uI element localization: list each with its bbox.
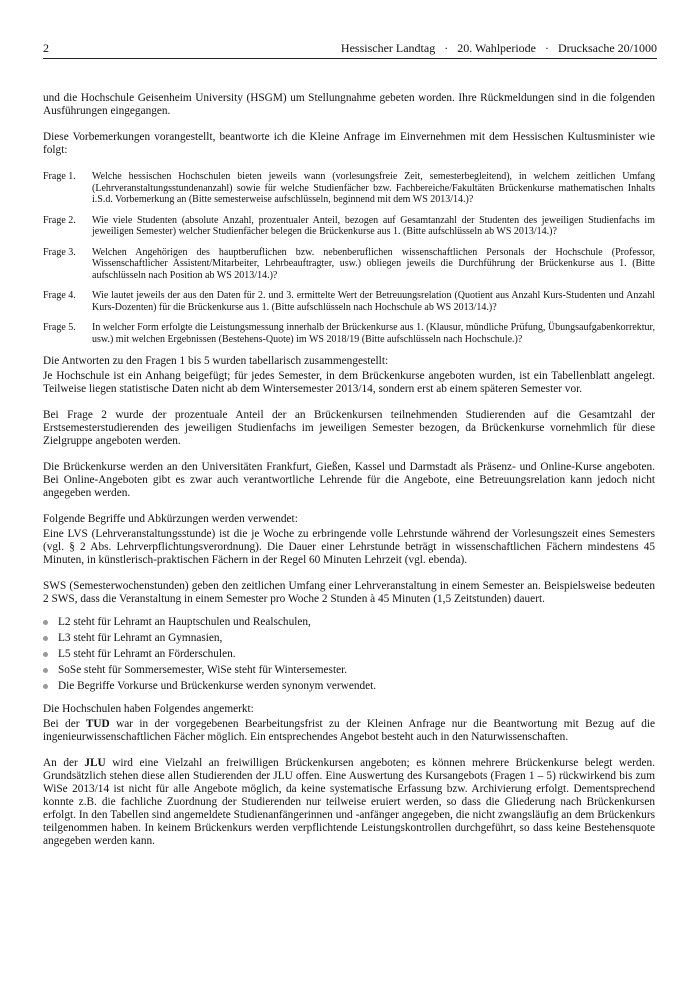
question-label: Frage 4.: [43, 290, 76, 301]
intro-paragraph: und die Hochschule Geisenheim University (HSGM) um Stellungnahme gebeten worden. Ihre Rückmeldungen sind in die folgenden Ausführungen eingegangen.: [43, 92, 655, 117]
question-label: Frage 5.: [43, 322, 76, 333]
question-text: Wie lautet jeweils der aus den Daten für 2. und 3. ermittelte Wert der Betreuungsrelation (Quotient aus Anzahl Kurs-Studenten und Anzahl Kurs-Dozenten) für die Brückenkurse aus 1. (Bitte aufschlüsseln nach Hochschule ab WS 2013/14.)?: [92, 290, 655, 313]
header-publisher: Hessischer Landtag: [340, 41, 436, 55]
tud-abbreviation: TUD: [85, 718, 110, 730]
bullet-icon: [43, 620, 48, 625]
question-label: Frage 1.: [43, 171, 76, 182]
bullet-icon: [43, 684, 48, 689]
question-item: [43, 322, 655, 345]
jlu-remark: [43, 757, 655, 848]
question-item: [43, 215, 655, 238]
list-item: [43, 680, 655, 693]
list-item-text: Die Begriffe Vorkurse und Brückenkurse werden synonym verwendet.: [58, 680, 377, 692]
question-item: [43, 247, 655, 282]
header-separator: ·: [444, 41, 449, 55]
bullet-icon: [43, 668, 48, 673]
header-document-number: Drucksache 20/1000: [558, 41, 657, 55]
answers-annex-paragraph: Je Hochschule ist ein Anhang beigefügt; für jedes Semester, in dem Brückenkurse angeboten wurden, ist ein Tabellenblatt angelegt. Teilweise liegen statistische Daten nicht ab dem Wintersemester 2013/14, sondern erst ab einem späteren Semester vor.: [43, 370, 655, 395]
list-item: [43, 664, 655, 677]
page-header: [43, 40, 657, 59]
question-label: Frage 3.: [43, 246, 76, 258]
answers-question2-paragraph: Bei Frage 2 wurde der prozentuale Anteil der an Brückenkursen teilnehmenden Studierenden auf die Gesamtzahl der Erstsemesterstudierenden des jeweiligen Studienfachs im jeweiligen Semester bezogen, da Brückenkurse vornehmlich für diese Zielgruppe angeboten werden.: [43, 409, 655, 447]
header-separator: ·: [545, 41, 550, 55]
question-item: [43, 171, 655, 206]
question-text: Welche hessischen Hochschulen bieten jeweils wann (vorlesungsfreie Zeit, semesterbegleitend), in welchem zeitlichen Umfang (Lehrveranstaltungsstundenanzahl) sowie für welche Studienfächer bzw. Fachbereiche/Fakultäten Brückenkurse mathematischen Inhalts i.S.d. Vorbemerkung an (Bitte semesterweise aufschlüsseln, beginnend mit dem WS 2013/14.)?: [92, 171, 655, 205]
running-header: [341, 40, 657, 56]
question-label: Frage 2.: [43, 214, 76, 226]
jlu-remark-lead: An der: [43, 757, 78, 769]
terms-intro: Folgende Begriffe und Abkürzungen werden verwendet:: [43, 513, 298, 525]
list-item-text: SoSe steht für Sommersemester, WiSe steht für Wintersemester.: [58, 664, 348, 676]
remarks-intro: Die Hochschulen haben Folgendes angemerkt:: [43, 703, 254, 715]
question-text: In welcher Form erfolgte die Leistungsmessung innerhalb der Brückenkurse aus 1. (Klausur, mündliche Prüfung, Übungsaufgabenkorrektur, usw.) mit welchen Ergebnissen (Bestehens-Quote) im WS 2018/19 (Bitte aufschlüsseln nach Hochschule.)?: [92, 322, 655, 345]
header-period: 20. Wahlperiode: [457, 41, 537, 55]
list-item-text: L2 steht für Lehramt an Hauptschulen und Realschulen,: [58, 616, 311, 628]
jlu-remark-text: wird eine Vielzahl an freiwilligen Brückenkursen angeboten; es können mehrere Brückenkurse belegt werden. Grundsätzlich stehen diese allen Studierenden der JLU offen. Eine Auswertung des Kursangebots (Fragen 1 – 5) rückwirkend bis zum WiSe 2013/14 ist nicht für alle Angebote möglich, da keine systematische Erfassung bzw. Archivierung erfolgt. Dementsprechend konnte z.B. die fachliche Zuordnung der Studierenden nur teilweise eruiert werden, so dass die Gliederung nach Brückenkursen erfolgt. In den Tabellen sind angemeldete Studienanfängerinnen und -anfänger angegeben, die nicht zwangsläufig an dem Brückenkurs teilgenommen haben. In keinem Brückenkurs werden verpflichtende Leistungskontrollen durchgeführt, so dass keine Bestehensquote angegeben werden kann.: [43, 757, 655, 847]
list-item: [43, 616, 655, 629]
bullet-icon: [43, 636, 48, 641]
page-number: 2: [43, 41, 49, 55]
answers-intro: Die Antworten zu den Fragen 1 bis 5 wurden tabellarisch zusammengestellt:: [43, 355, 389, 367]
question-text: Wie viele Studenten (absolute Anzahl, prozentualer Anteil, bezogen auf Gesamtanzahl der Studenten des jeweiligen Studienfachs im jeweiligen Semester) welcher Studienfächer belegen die Brückenkurse aus 1. (Bitte aufschlüsseln ab WS 2013/14.)?: [92, 214, 655, 237]
question-list: [43, 171, 655, 345]
page-body: [43, 92, 655, 848]
list-item-text: L3 steht für Lehramt an Gymnasien,: [58, 632, 223, 644]
question-item: [43, 290, 655, 313]
list-item-text: L5 steht für Lehramt an Förderschulen.: [58, 648, 236, 660]
tud-remark-text: war in der vorgegebenen Bearbeitungsfrist zu der Kleinen Anfrage nur die Beantwortung mit Bezug auf die ingenieurwissenschaftlichen Fächer möglich. Ein entsprechendes Angebot besteht auch in den Naturwissenschaften.: [43, 718, 655, 743]
tud-remark-lead: Bei der: [43, 718, 80, 730]
intro-paragraph: Diese Vorbemerkungen vorangestellt, beantworte ich die Kleine Anfrage im Einvernehmen mit dem Hessischen Kultusminister wie folgt:: [43, 131, 655, 156]
jlu-abbreviation: JLU: [84, 757, 106, 769]
abbreviation-list: [43, 616, 655, 693]
lvs-definition: Eine LVS (Lehrveranstaltungsstunde) ist die je Woche zu erbringende volle Lehrstunde während der Vorlesungszeit eines Semesters (vgl. § 2 Abs. Lehrverpflichtungsverordnung). Die Dauer einer Lehrstunde beträgt in wissenschaftlichen Fächern mindestens 45 Minuten, in künstlerisch-praktischen Fächern in der Regel 60 Minuten Lehrzeit (vgl. ebenda).: [43, 528, 655, 566]
answers-universities-paragraph: Die Brückenkurse werden an den Universitäten Frankfurt, Gießen, Kassel und Darmstadt als Präsenz- und Online-Kurse angeboten. Bei Online-Angeboten gibt es zwar auch verantwortliche Lehrende für die Angebote, eine Betreuungsrelation kann jedoch nicht angegeben werden.: [43, 461, 655, 499]
tud-remark: [43, 718, 655, 744]
list-item: [43, 632, 655, 645]
list-item: [43, 648, 655, 661]
bullet-icon: [43, 652, 48, 657]
question-text: Welchen Angehörigen des hauptberuflichen bzw. nebenberuflichen wissenschaftlichen Personals der Hochschule (Professor, Wissenschaftlicher Assistent/Mitarbeiter, Lehrbeauftragter, usw.) obliegen jeweils die Durchführung der Brückenkurse aus 1. (Bitte aufschlüsseln nach Position ab WS 2013/14.)?: [92, 246, 655, 281]
sws-definition: SWS (Semesterwochenstunden) geben den zeitlichen Umfang einer Lehrveranstaltung in einem Semester an. Beispielsweise bedeuten 2 SWS, dass die Veranstaltung in einem Semester pro Woche 2 Stunden à 45 Minuten (1,5 Zeitstunden) dauert.: [43, 580, 655, 605]
